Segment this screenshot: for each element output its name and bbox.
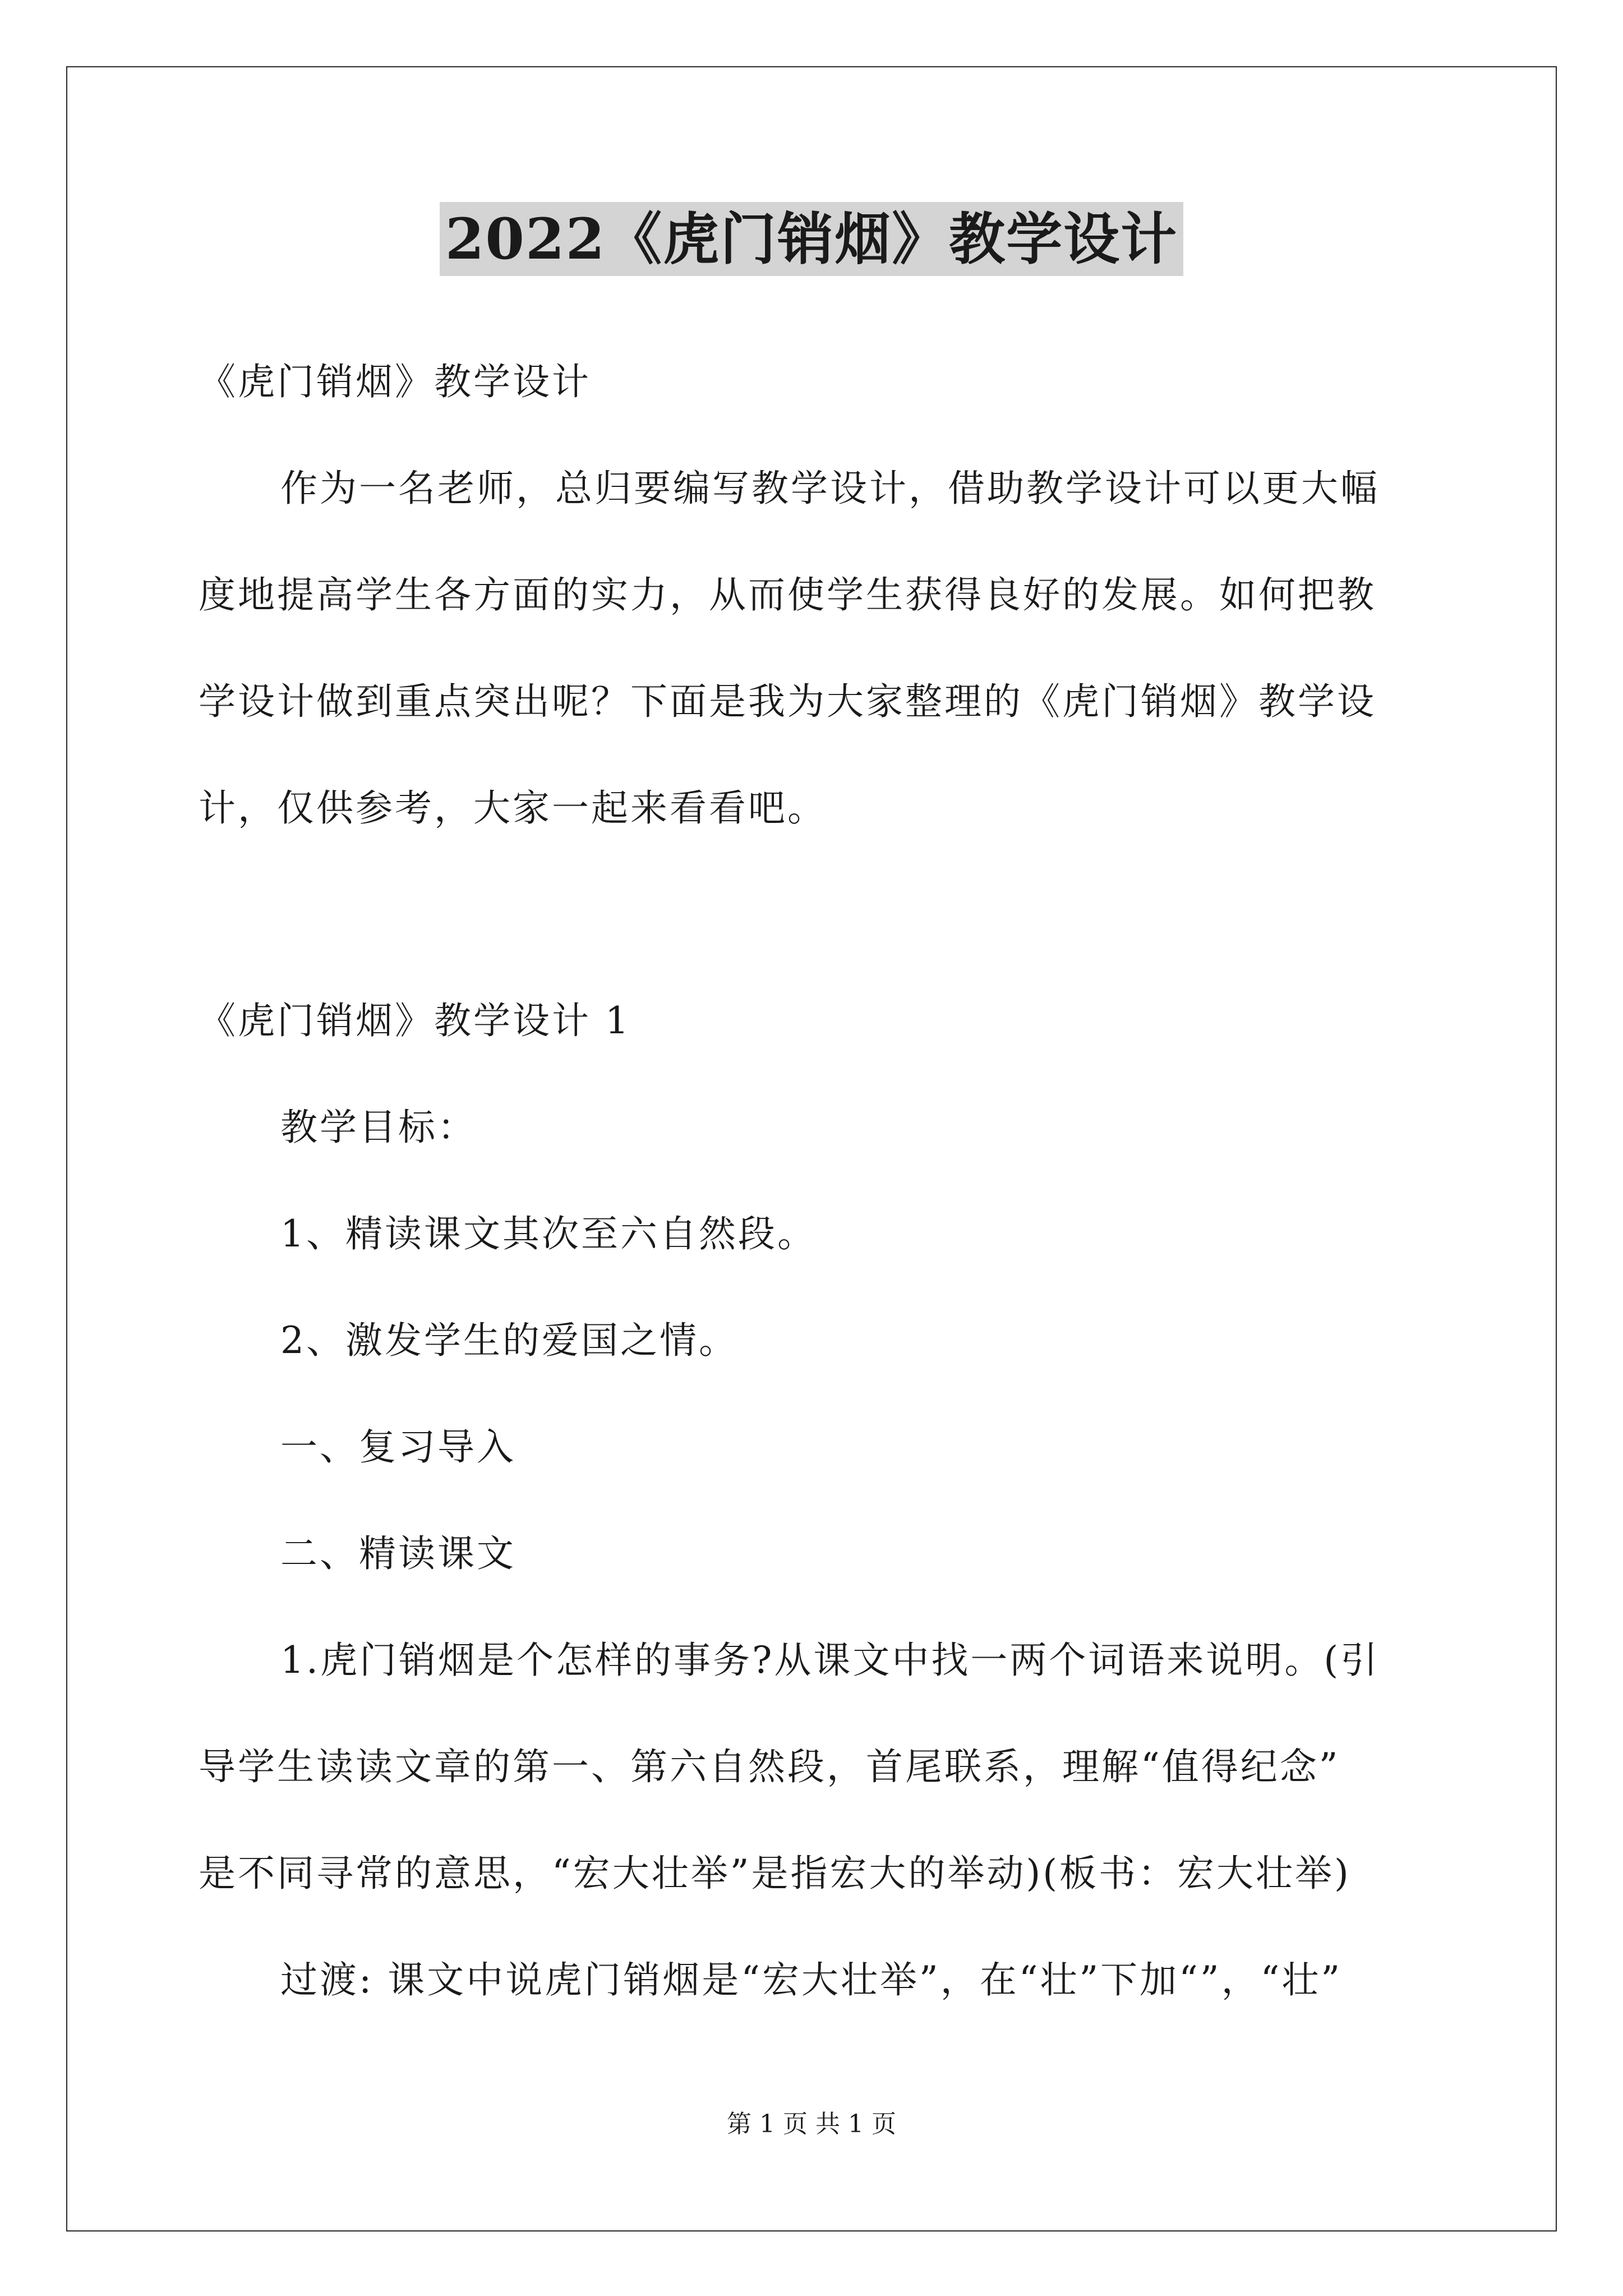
body-line-5: 二、精读课文 [280,1532,516,1575]
document-title-wrap [0,202,1623,276]
body-line-4: 一、复习导入 [280,1425,516,1469]
intro-line-3: 学设计做到重点突出呢？下面是我为大家整理的《虎门销烟》教学设 [199,680,1376,723]
document-title: 2022《虎门销烟》教学设计 [440,202,1183,276]
page-footer: 第 1 页 共 1 页 [727,2110,896,2138]
body-line-2: 1、精读课文其次至六自然段。 [280,1212,817,1255]
body-line-6: 1.虎门销烟是个怎样的事务?从课文中找一两个词语来说明。(引 [280,1639,1380,1682]
subtitle: 《虎门销烟》教学设计 [199,360,591,403]
section-heading: 《虎门销烟》教学设计 1 [199,999,631,1042]
body-line-9: 过渡: 课文中说虎门销烟是“宏大壮举”，在“壮”下加“”，“壮” [280,1958,1343,2001]
intro-line-2: 度地提高学生各方面的实力，从而使学生获得良好的发展。如何把教 [199,573,1376,616]
body-line-7: 导学生读读文章的第一、第六自然段，首尾联系，理解“值得纪念” [199,1745,1340,1788]
intro-line-1: 作为一名老师，总归要编写教学设计，借助教学设计可以更大幅 [280,467,1380,510]
body-line-1: 教学目标： [280,1106,477,1149]
body-line-8: 是不同寻常的意思，“宏大壮举”是指宏大的举动)(板书：宏大壮举) [199,1852,1351,1895]
body-line-3: 2、激发学生的爱国之情。 [280,1319,738,1362]
intro-line-4: 计，仅供参考，大家一起来看看吧。 [199,786,827,830]
